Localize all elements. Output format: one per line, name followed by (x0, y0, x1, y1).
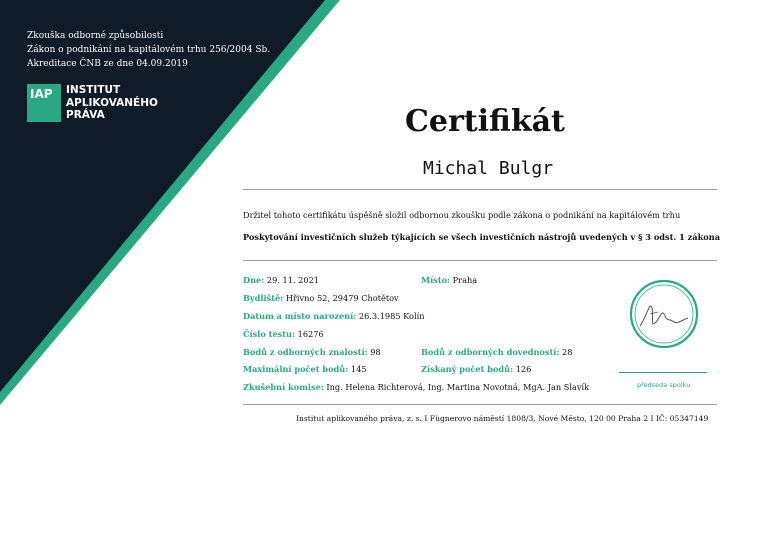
field-label: Dne: (243, 275, 265, 285)
field-value: Hřivno 52, 29479 Chotětov (285, 293, 399, 303)
field-value: 28 (562, 347, 573, 357)
field-value: 126 (515, 364, 532, 374)
signature-line (619, 372, 707, 373)
field-birth (243, 311, 424, 321)
iap-logo (27, 84, 167, 122)
divider (243, 189, 717, 190)
field-knowledge-points (243, 347, 381, 357)
holder-name: Michal Bulgr (423, 158, 554, 179)
field-test-number (243, 329, 324, 339)
signature-caption: předseda spolku (637, 381, 691, 389)
issuer-header-line: Akreditace ČNB ze dne 04.09.2019 (27, 59, 188, 69)
field-label: Získaný počet bodů: (421, 364, 514, 374)
certificate-title: Certifikát (405, 104, 565, 139)
field-committee (243, 382, 589, 392)
field-label: Číslo testu: (243, 329, 296, 339)
field-label: Bodů z odborných znalostí: (243, 347, 368, 357)
field-label: Maximální počet bodů: (243, 364, 349, 374)
field-label: Bodů z odborných dovedností: (421, 347, 560, 357)
logo-abbr: IAP (30, 87, 53, 101)
field-value: 98 (370, 347, 381, 357)
field-value: Ing. Helena Richterová, Ing. Martina Novotná, MgA. Jan Slavík (326, 382, 590, 392)
field-place (421, 275, 477, 285)
certificate-scope: Poskytování investičních služeb týkajících se všech investičních nástrojů uvedených v § 3 odst. 1 zákona (243, 232, 721, 242)
field-value: Praha (452, 275, 478, 285)
field-label: Datum a místo narození: (243, 311, 357, 321)
logo-text (66, 84, 158, 122)
field-value: 16276 (297, 329, 324, 339)
field-value: 145 (350, 364, 367, 374)
field-obtained-points (421, 364, 531, 374)
issuer-header-line: Zkouška odborné způsobilosti (27, 31, 164, 41)
field-value: 26.3.1985 Kolín (358, 311, 425, 321)
field-residence (243, 293, 399, 303)
logo-line: APLIKOVANÉHO (66, 96, 158, 109)
field-value: 29. 11. 2021 (266, 275, 319, 285)
logo-line: PRÁVA (66, 109, 105, 121)
divider (243, 404, 717, 405)
field-date (243, 275, 319, 285)
signature-stamp (628, 278, 700, 350)
footer: Institut aplikovaného práva, z. s. I Fügnerovo náměstí 1808/3, Nové Město, 120 00 Praha 2 I IČ: 05347149 (296, 414, 709, 423)
certificate-statement: Držitel tohoto certifikátu úspěšně složil odbornou zkoušku podle zákona o podnikání na kapitálovém trhu (243, 210, 681, 220)
logo-box (27, 84, 61, 122)
field-label: Zkušební komise: (243, 382, 324, 392)
field-label: Bydliště: (243, 293, 284, 303)
divider (243, 260, 717, 261)
field-skills-points (421, 347, 572, 357)
field-max-points (243, 364, 367, 374)
field-label: Místo: (421, 275, 451, 285)
logo-line: INSTITUT (66, 84, 121, 96)
issuer-header-line: Zákon o podnikání na kapitálovém trhu 256/2004 Sb. (27, 45, 271, 55)
